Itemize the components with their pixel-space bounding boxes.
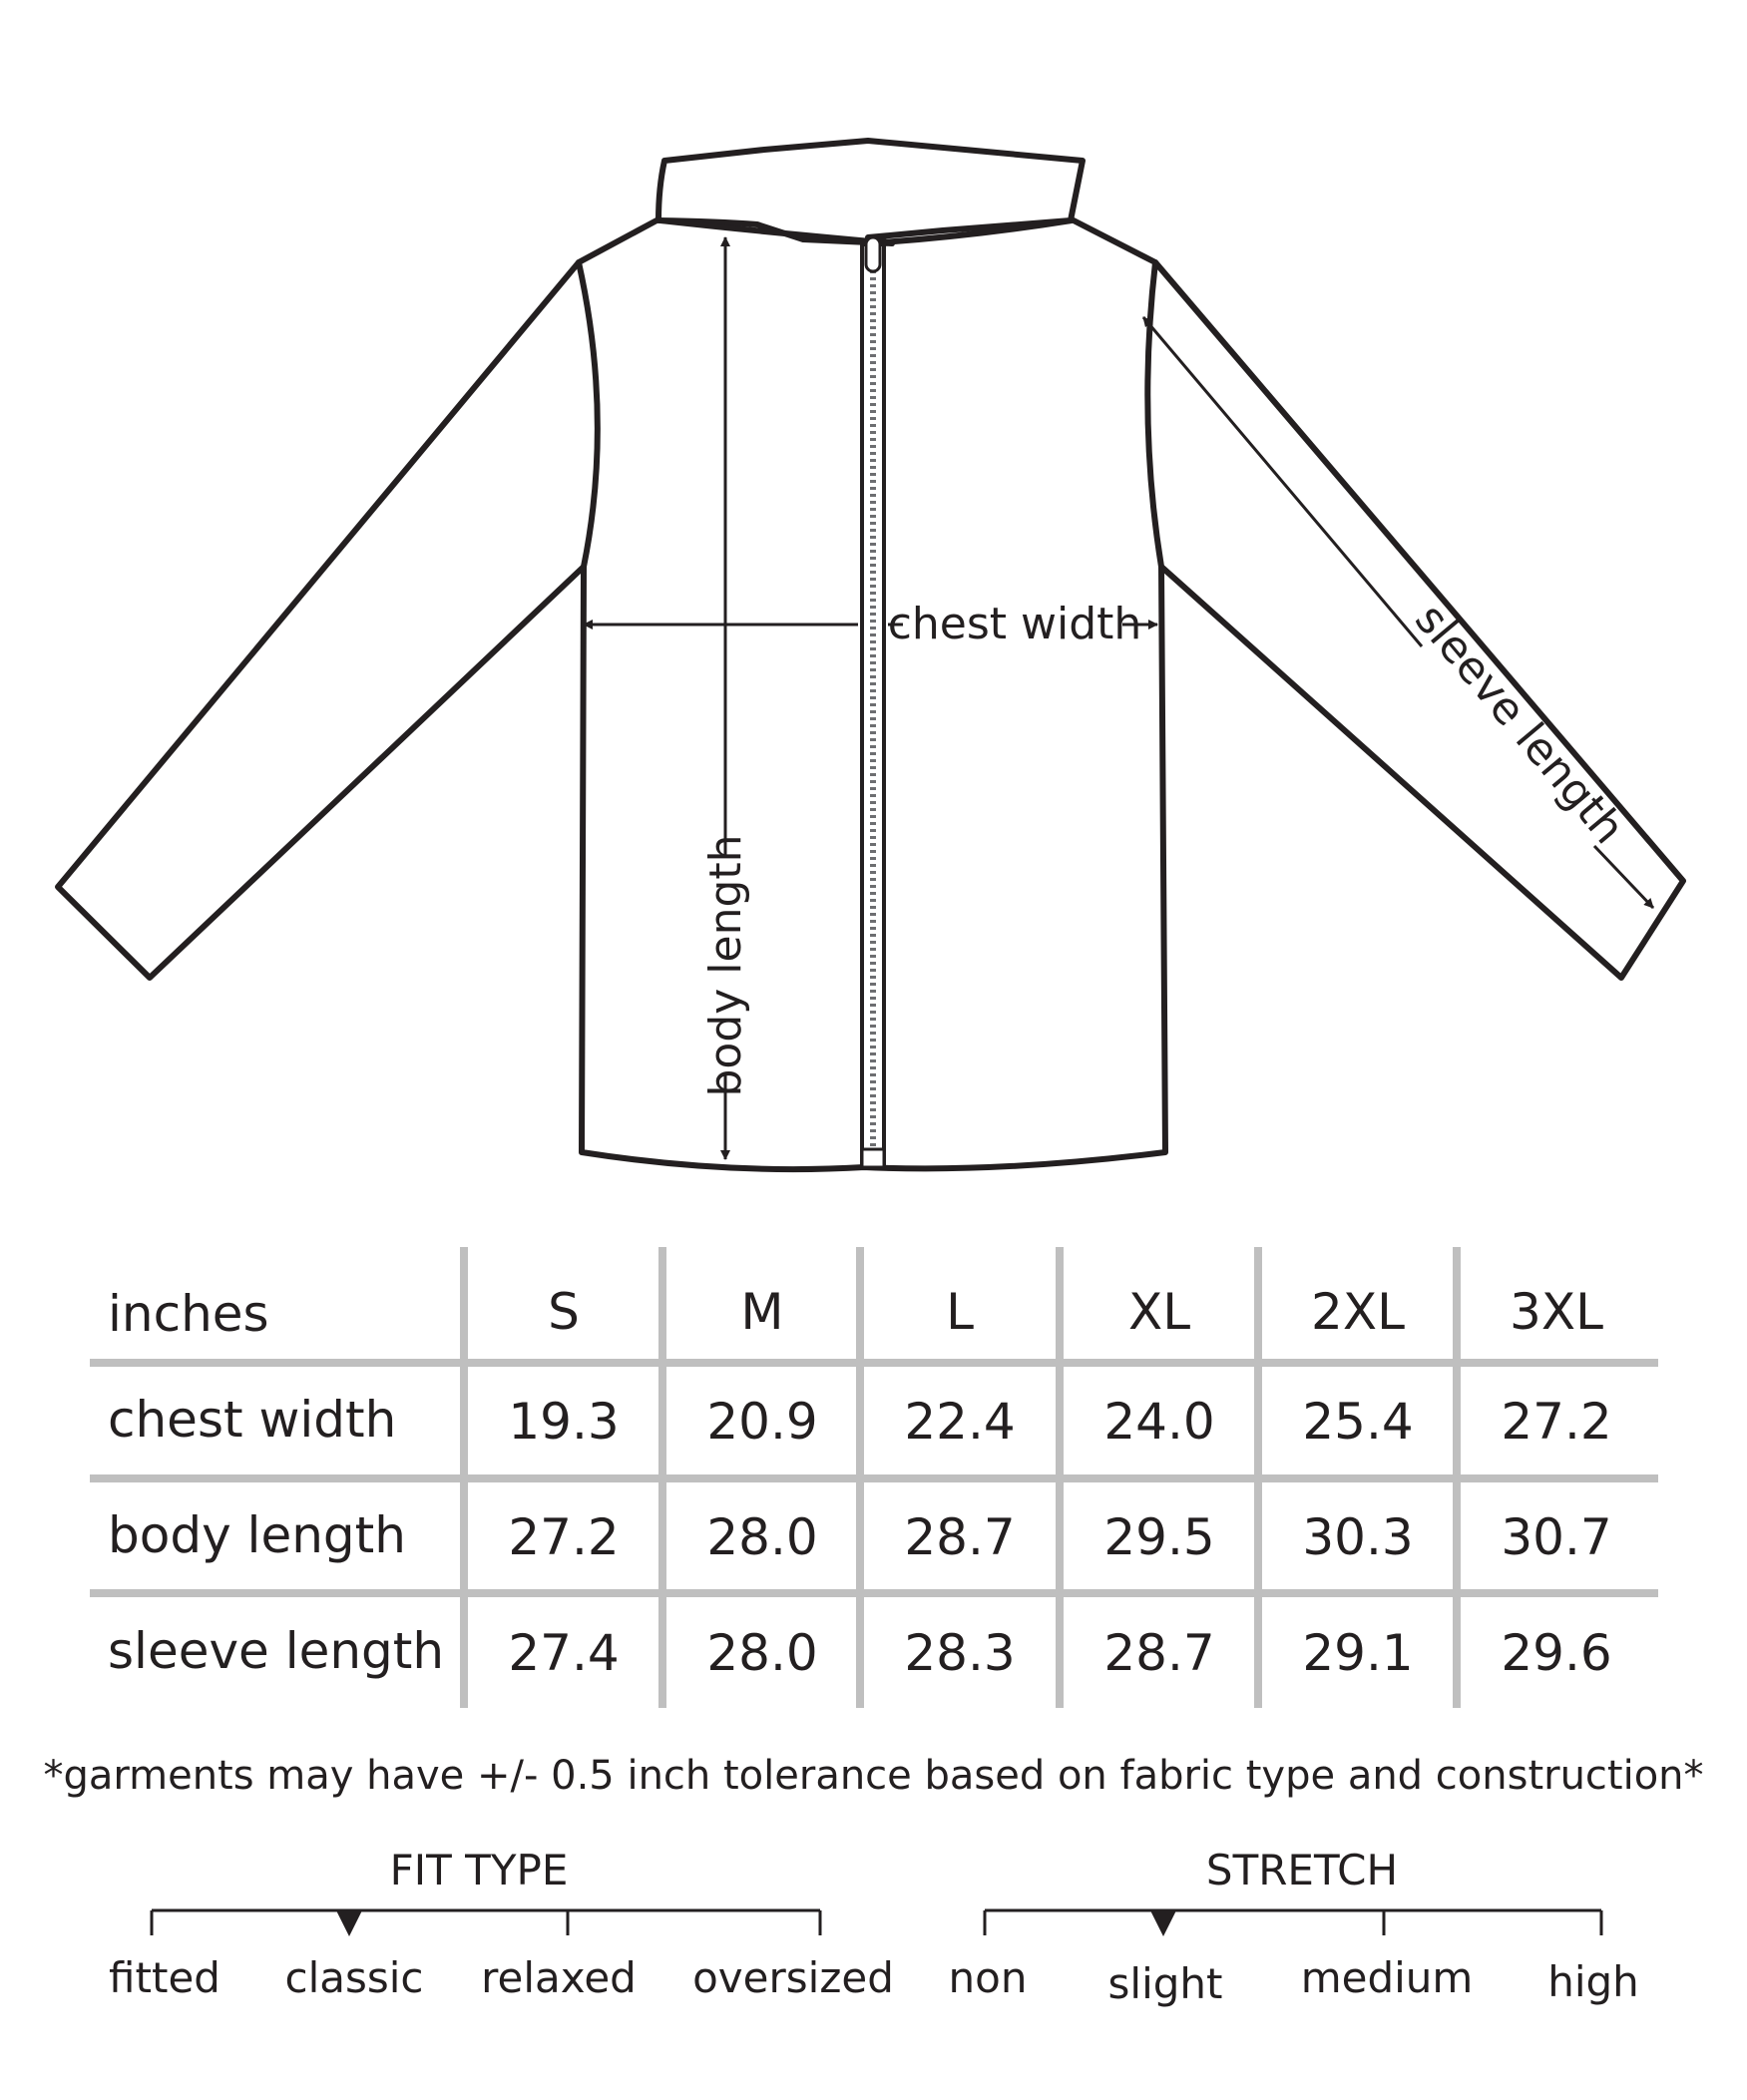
table-cell: 30.3 xyxy=(1302,1508,1414,1566)
table-cell: 24.0 xyxy=(1103,1393,1215,1451)
table-cell: 28.0 xyxy=(706,1508,818,1566)
fit-option-relaxed: relaxed xyxy=(481,1953,637,2002)
zipper-pull-icon xyxy=(866,237,880,271)
size-header-l: L xyxy=(946,1283,974,1341)
table-cell: 27.2 xyxy=(1501,1393,1612,1451)
size-header-xl: XL xyxy=(1127,1283,1191,1341)
table-row-rule xyxy=(90,1589,1658,1597)
table-cell: 25.4 xyxy=(1302,1393,1414,1451)
table-cell: 28.7 xyxy=(1103,1624,1215,1682)
table-cell: 20.9 xyxy=(706,1393,818,1451)
size-header-s: S xyxy=(548,1283,580,1341)
table-cell: 28.3 xyxy=(904,1624,1016,1682)
size-header-2xl: 2XL xyxy=(1311,1283,1405,1341)
row-label-chest-width: chest width xyxy=(108,1391,397,1449)
stretch-option-slight: slight xyxy=(1107,1959,1223,2008)
unit-label: inches xyxy=(108,1285,269,1343)
table-cell: 19.3 xyxy=(508,1393,620,1451)
size-header-m: M xyxy=(740,1283,784,1341)
table-cell: 29.6 xyxy=(1501,1624,1612,1682)
table-cell: 22.4 xyxy=(904,1393,1016,1451)
left-sleeve-outline xyxy=(58,219,658,978)
size-table xyxy=(90,1247,1658,1708)
tolerance-note: *garments may have +/- 0.5 inch tolerance based on fabric type and construction* xyxy=(43,1753,1704,1799)
zipper xyxy=(862,237,884,1167)
stretch-scale xyxy=(973,1900,1621,1960)
stretch-option-non: non xyxy=(948,1953,1028,2002)
table-cell: 28.7 xyxy=(904,1508,1016,1566)
stretch-option-medium: medium xyxy=(1300,1953,1474,2002)
table-row-rule xyxy=(90,1474,1658,1482)
fit-type-title: FIT TYPE xyxy=(389,1846,569,1894)
table-cell: 30.7 xyxy=(1501,1508,1612,1566)
stretch-title: STRETCH xyxy=(1205,1846,1399,1894)
fit-option-fitted: fitted xyxy=(109,1953,220,2002)
stretch-selected-marker-icon xyxy=(1150,1910,1176,1936)
chest-width-label: chest width xyxy=(887,599,1142,649)
table-row-rule xyxy=(90,1359,1658,1367)
table-cell: 29.1 xyxy=(1302,1624,1414,1682)
row-label-sleeve-length: sleeve length xyxy=(108,1622,445,1680)
body-length-label: body length xyxy=(700,834,751,1097)
row-label-body-length: body length xyxy=(108,1506,406,1564)
table-cell: 28.0 xyxy=(706,1624,818,1682)
fit-option-oversized: oversized xyxy=(692,1953,894,2002)
table-cell: 27.4 xyxy=(508,1624,620,1682)
size-header-3xl: 3XL xyxy=(1510,1283,1603,1341)
table-cell: 29.5 xyxy=(1103,1508,1215,1566)
fit-type-scale xyxy=(140,1900,838,1960)
stretch-option-high: high xyxy=(1547,1957,1639,2006)
sleeve-length-label: sleeve length xyxy=(1405,594,1634,854)
table-cell: 27.2 xyxy=(508,1508,620,1566)
fit-type-selected-marker-icon xyxy=(336,1910,362,1936)
fit-option-classic: classic xyxy=(284,1953,424,2002)
